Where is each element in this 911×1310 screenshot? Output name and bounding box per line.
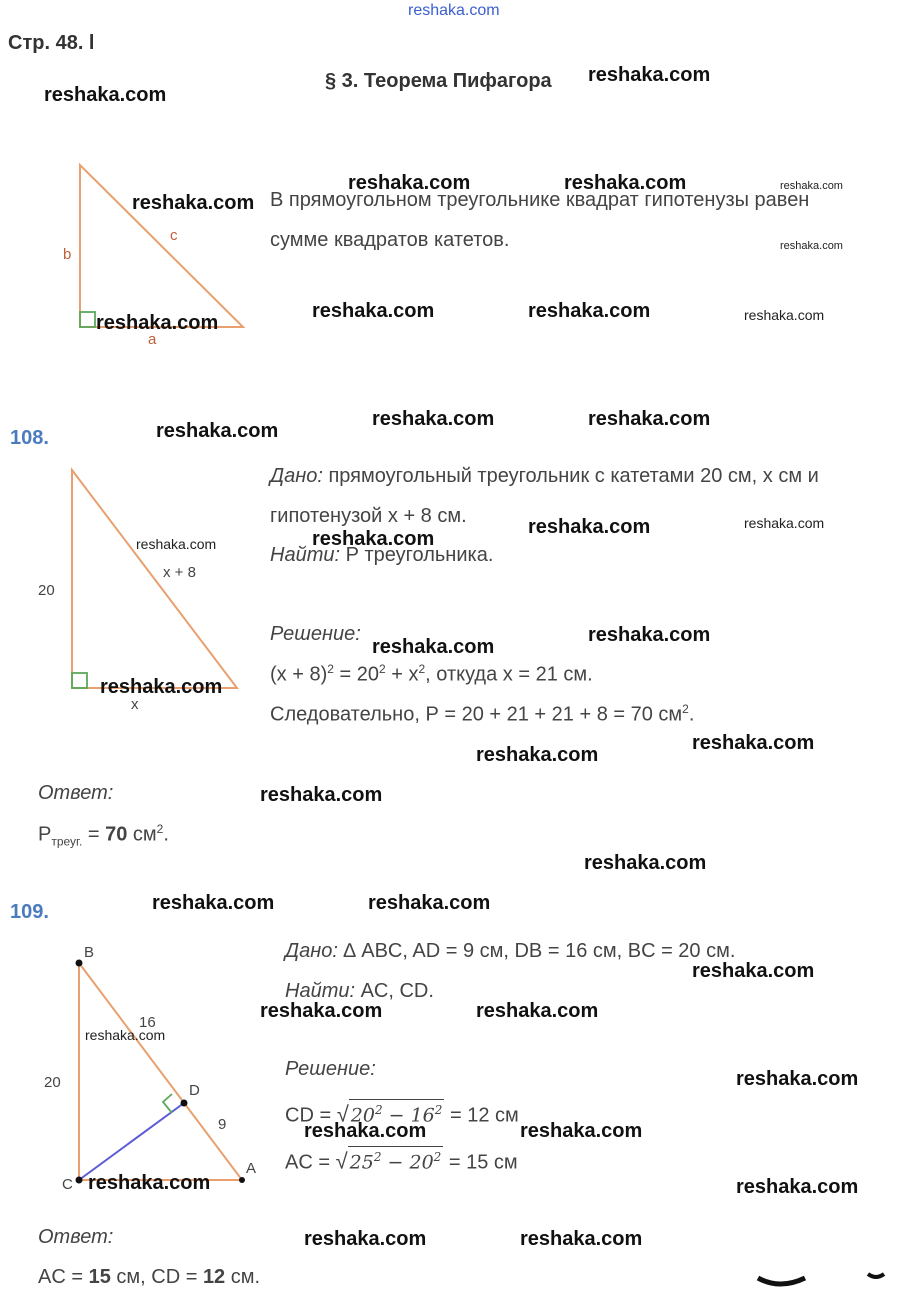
p109-given-label: Дано: bbox=[285, 940, 338, 962]
theorem-text-line1: В прямоугольном треугольнике квадрат гипотенузы равен bbox=[270, 189, 810, 211]
p108-given-text1: прямоугольный треугольник с катетами 20 см, х см и bbox=[322, 465, 819, 487]
watermark: reshaka.com bbox=[368, 892, 491, 914]
watermark: reshaka.com bbox=[520, 1120, 643, 1142]
p109-answer-a: AC = bbox=[38, 1266, 89, 1288]
p109-solution-label: Решение: bbox=[285, 1058, 376, 1080]
watermark: reshaka.com bbox=[88, 1172, 211, 1194]
p108-eq1-d: , откуда x = 21 см. bbox=[425, 663, 593, 686]
p108-eq1-sup2: 2 bbox=[378, 662, 386, 676]
p108-answer-p: Р bbox=[38, 823, 52, 846]
p109-ac-radicand: $25^2 - 20^2$ bbox=[348, 1146, 444, 1172]
p109-cd-result: = 12 см bbox=[444, 1104, 519, 1127]
problem-109-triangle-figure bbox=[60, 950, 260, 1200]
p109-cd-radicand: $20^2 - 16^2$ bbox=[349, 1099, 445, 1125]
watermark: reshaka.com bbox=[136, 536, 217, 552]
p109-answer-ac: 15 bbox=[88, 1266, 111, 1288]
p108-find-label: Найти: bbox=[270, 544, 341, 566]
p109-answer bbox=[38, 1266, 260, 1289]
theorem-label-c: c bbox=[170, 227, 178, 244]
p108-eq2-sup: 2 bbox=[682, 702, 689, 716]
page-label: Стр. 48. l bbox=[8, 32, 95, 54]
p108-answer-sup: 2 bbox=[156, 822, 164, 836]
p109-find-label: Найти: bbox=[285, 980, 356, 1002]
theorem-text-line2: сумме квадратов катетов. bbox=[270, 229, 510, 251]
watermark: reshaka.com bbox=[100, 676, 223, 698]
p109-ac-result: = 15 см bbox=[443, 1151, 518, 1174]
p108-eq2-b: . bbox=[688, 703, 695, 726]
watermark: reshaka.com bbox=[476, 744, 599, 766]
watermark: reshaka.com bbox=[85, 1027, 166, 1043]
watermark: reshaka.com bbox=[588, 624, 711, 646]
p108-eq1-c: + x bbox=[385, 663, 419, 686]
watermark: reshaka.com bbox=[588, 64, 711, 86]
p108-eq1-b: = 20 bbox=[333, 663, 379, 686]
watermark: reshaka.com bbox=[520, 1228, 643, 1250]
watermark: reshaka.com bbox=[372, 636, 495, 658]
sqrt-icon: √ bbox=[336, 1101, 349, 1127]
decorative-mark bbox=[750, 1268, 900, 1298]
watermark: reshaka.com bbox=[44, 84, 167, 106]
p108-answer-eq: = bbox=[82, 823, 106, 846]
watermark: reshaka.com bbox=[736, 1176, 859, 1198]
p108-eq1-sup3: 2 bbox=[418, 662, 426, 676]
watermark: reshaka.com bbox=[260, 784, 383, 806]
section-title: § 3. Теорема Пифагора bbox=[325, 70, 552, 92]
p109-label-bd: 16 bbox=[139, 1014, 156, 1031]
watermark: reshaka.com bbox=[528, 300, 651, 322]
p108-eq1-a: (x + 8) bbox=[270, 663, 328, 686]
watermark: reshaka.com bbox=[736, 1068, 859, 1090]
watermark: reshaka.com bbox=[312, 300, 435, 322]
p108-label-left: 20 bbox=[38, 582, 55, 599]
watermark: reshaka.com bbox=[260, 1000, 383, 1022]
watermark: reshaka.com bbox=[584, 852, 707, 874]
watermark: reshaka.com bbox=[692, 732, 815, 754]
p109-label-B: B bbox=[84, 944, 95, 961]
watermark: reshaka.com bbox=[132, 192, 255, 214]
watermark: reshaka.com bbox=[588, 408, 711, 430]
p108-equation1 bbox=[270, 662, 593, 687]
p108-eq1-sup1: 2 bbox=[327, 662, 334, 676]
problem-108-triangle-figure bbox=[55, 460, 255, 700]
p108-answer bbox=[38, 822, 169, 849]
watermark: reshaka.com bbox=[692, 960, 815, 982]
p108-find-text: Р треугольника. bbox=[340, 544, 494, 566]
p108-given-text2: гипотенузой х + 8 см. bbox=[270, 505, 467, 527]
p109-answer-c: см. bbox=[225, 1266, 261, 1288]
watermark-top: reshaka.com bbox=[408, 2, 500, 19]
p109-find-text: AC, CD. bbox=[355, 980, 434, 1002]
p108-equation2 bbox=[270, 702, 694, 727]
watermark: reshaka.com bbox=[304, 1228, 427, 1250]
watermark: reshaka.com bbox=[152, 892, 275, 914]
p109-answer-cd: 12 bbox=[202, 1266, 226, 1288]
p108-answer-end: . bbox=[163, 823, 169, 846]
p108-given bbox=[270, 465, 819, 488]
p108-label-bottom: x bbox=[131, 696, 139, 713]
sqrt-icon: √ bbox=[335, 1148, 348, 1174]
watermark: reshaka.com bbox=[96, 312, 219, 334]
p109-given bbox=[285, 940, 735, 963]
p108-answer-value: 70 bbox=[105, 823, 128, 846]
p109-answer-b: см, CD = bbox=[110, 1266, 203, 1288]
p108-solution-label: Решение: bbox=[270, 623, 361, 645]
p108-label-hyp: x + 8 bbox=[163, 564, 196, 581]
p109-label-left: 20 bbox=[44, 1074, 61, 1091]
p109-ac-prefix: AC = bbox=[285, 1151, 336, 1174]
watermark: reshaka.com bbox=[528, 516, 651, 538]
p109-ac-equation bbox=[285, 1146, 518, 1174]
theorem-label-b: b bbox=[63, 246, 72, 263]
p109-label-da: 9 bbox=[218, 1116, 227, 1133]
p108-eq2-a: Следовательно, Р = 20 + 21 + 21 + 8 = 70 см bbox=[270, 703, 683, 726]
watermark: reshaka.com bbox=[476, 1000, 599, 1022]
watermark: reshaka.com bbox=[564, 172, 687, 194]
theorem-label-a: a bbox=[148, 331, 157, 348]
p109-label-A: A bbox=[246, 1160, 257, 1177]
watermark: reshaka.com bbox=[156, 420, 279, 442]
problem-109-number: 109. bbox=[10, 901, 49, 923]
p108-given-label: Дано: bbox=[270, 465, 323, 487]
p108-answer-unit: см bbox=[127, 823, 157, 846]
watermark: reshaka.com bbox=[744, 307, 825, 323]
p109-given-text: ∆ ABC, AD = 9 см, DB = 16 см, BC = 20 см. bbox=[337, 940, 736, 962]
p109-answer-label: Ответ: bbox=[38, 1226, 114, 1248]
watermark: reshaka.com bbox=[372, 408, 495, 430]
p108-answer-label: Ответ: bbox=[38, 782, 114, 804]
p109-label-C: C bbox=[62, 1176, 73, 1193]
watermark: reshaka.com bbox=[304, 1120, 427, 1142]
p109-label-D: D bbox=[189, 1082, 200, 1099]
watermark: reshaka.com bbox=[780, 240, 843, 252]
watermark: reshaka.com bbox=[312, 528, 435, 550]
watermark: reshaka.com bbox=[348, 172, 471, 194]
problem-108-number: 108. bbox=[10, 427, 49, 449]
p109-cd-prefix: CD = bbox=[285, 1104, 337, 1127]
watermark: reshaka.com bbox=[744, 515, 825, 531]
watermark: reshaka.com bbox=[780, 180, 843, 192]
p108-answer-sub: треуг. bbox=[51, 834, 83, 849]
